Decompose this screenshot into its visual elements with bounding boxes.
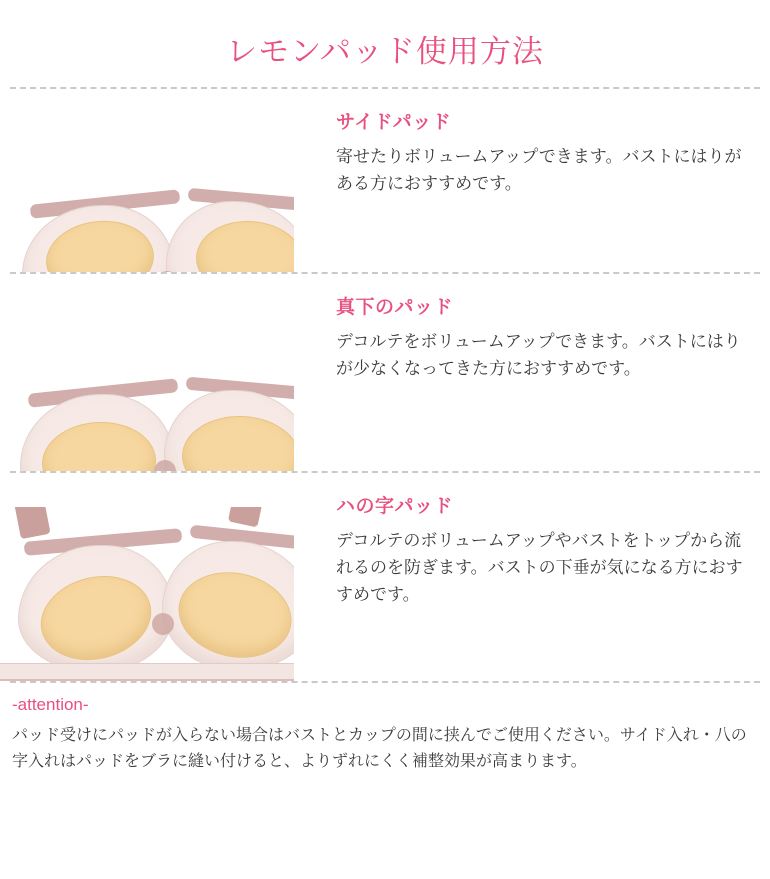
side-pad-bra-photo: [0, 89, 320, 272]
v-shape-pad-heading: ハの字パッド: [336, 496, 454, 517]
bottom-pad-bra-photo: [0, 274, 320, 471]
attention-block: [0, 683, 770, 775]
v-shape-pad-bra-photo: [0, 473, 320, 681]
bra-illustration: [0, 473, 320, 681]
attention-label: -attention-: [12, 695, 89, 714]
section-side-pad: [0, 89, 770, 272]
attention-text: パッド受けにパッドが入らない場合はバストとカップの間に挟んでご使用ください。サイド入れ・八の字入れはパッドをブラに縫い付けると、よりずれにくく補整効果が高まります。: [12, 727, 747, 770]
section-v-shape-pad: [0, 473, 770, 681]
page-title: レモンパッド使用方法: [226, 34, 544, 69]
bra-illustration: [0, 89, 320, 272]
section-bottom-pad: [0, 274, 770, 471]
v-shape-pad-text-column: [320, 473, 770, 619]
v-shape-pad-description: デコルテのボリュームアップやバストをトップから流れるのを防ぎます。バストの下垂が気になる方におすすめです。: [336, 531, 743, 604]
bottom-pad-description: デコルテをボリュームアップできます。バストにはりが少なくなってきた方におすすめです。: [336, 332, 741, 378]
bottom-pad-text-column: [320, 274, 770, 393]
bra-illustration: [0, 274, 320, 471]
bottom-pad-heading: 真下のパッド: [336, 297, 454, 318]
side-pad-heading: サイドパッド: [336, 112, 452, 133]
side-pad-description: 寄せたりボリュームアップできます。バストにはりがある方におすすめです。: [336, 147, 742, 193]
side-pad-text-column: [320, 89, 770, 208]
